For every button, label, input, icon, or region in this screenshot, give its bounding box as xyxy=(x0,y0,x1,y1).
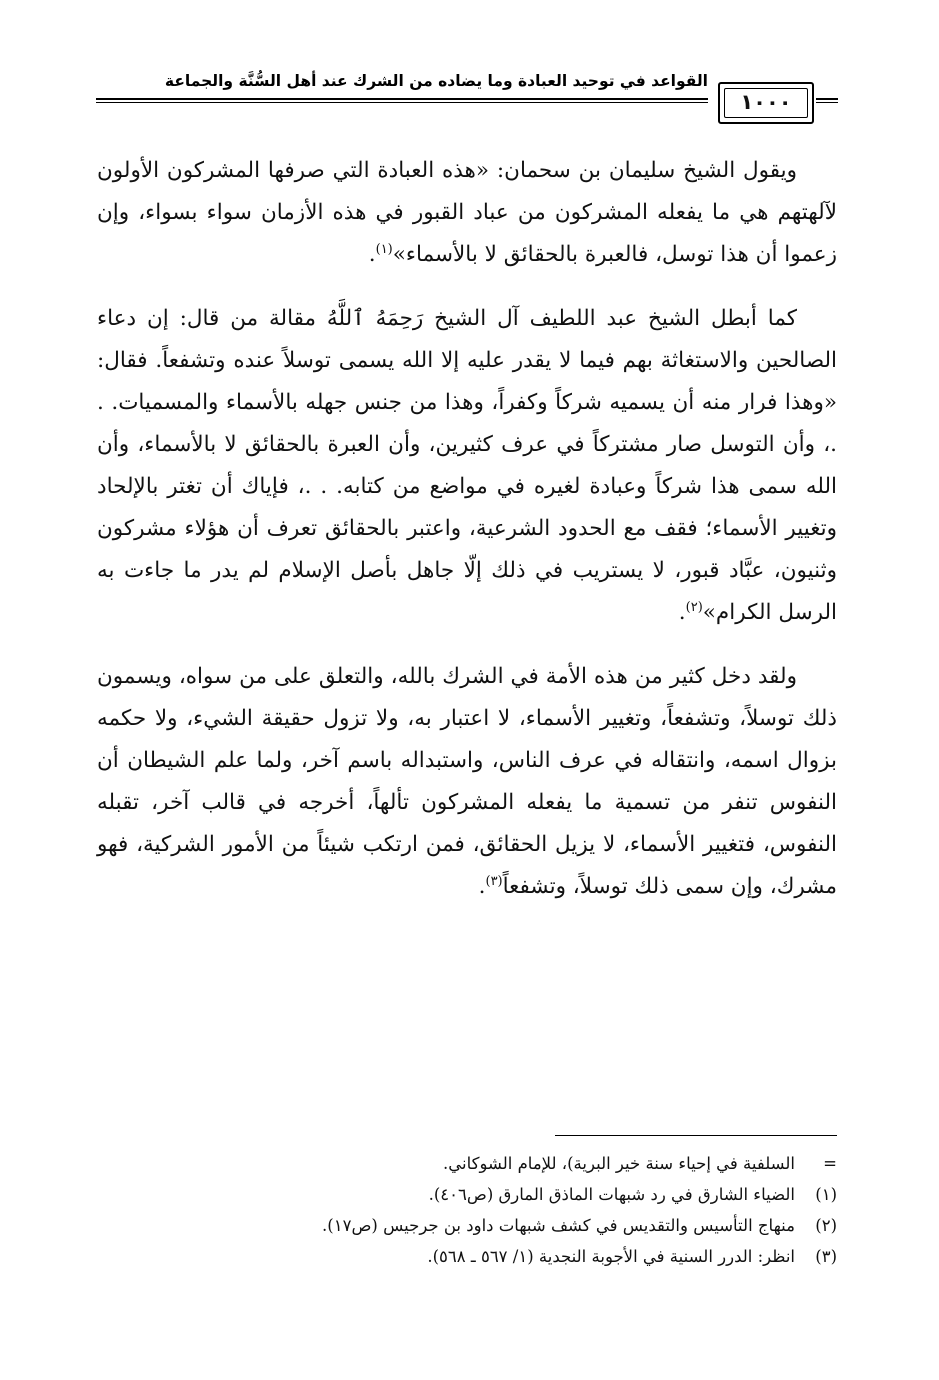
header-rule-thin xyxy=(96,102,708,103)
footnote-text: منهاج التأسيس والتقديس في كشف شبهات داود بن جرجيس (ص١٧). xyxy=(322,1216,795,1235)
paragraph-text: ولقد دخل كثير من هذه الأمة في الشرك بالله، والتعلق على من سواه، ويسمون ذلك توسلاً، وتشفعاً، وتغيير الأسماء، لا اعتبار به، ولا تزول حقيقة الشيء، ولا حكمه بزوال اسمه، وانتقاله في عرف الناس، واستبداله باسم آخر، ولما علم الشيطان أن النفوس تنفر من تسمية ما يفعله المشركون تألهاً، أخرجه في قالب آخر، تقبله النفوس، فتغيير الأسماء، لا يزيل الحقائق، فمن ارتكب شيئاً من الأمور الشركية، فهو مشرك، وإن سمى ذلك توسلاً، وتشفعاً xyxy=(97,664,837,899)
footnote-marker: (٣) xyxy=(815,1247,837,1266)
header-rule-right xyxy=(816,98,838,100)
footnote xyxy=(180,1210,837,1241)
footnote-text: السلفية في إحياء سنة خير البرية)، للإمام الشوكاني. xyxy=(443,1154,795,1173)
paragraph xyxy=(97,298,837,634)
footnote-divider xyxy=(555,1135,837,1136)
paragraph-end: . xyxy=(368,242,376,267)
paragraph-text: ويقول الشيخ سليمان بن سحمان: «هذه العبادة التي صرفها المشركون الأولون لآلهتهم هي ما يفعله المشركون من عباد القبور في هذه الأزمان سواء بسواء، وإن زعموا أن هذا توسل، فالعبرة بالحقائق لا بالأسماء» xyxy=(97,158,837,267)
footnote-marker: (١) xyxy=(815,1185,837,1204)
paragraph xyxy=(97,150,837,276)
header-title: القواعد في توحيد العبادة وما يضاده من الشرك عند أهل السُّنَّة والجماعة xyxy=(164,72,708,90)
paragraph-end: . xyxy=(478,874,486,899)
paragraph-text: كما أبطل الشيخ عبد اللطيف آل الشيخ رَحِمَهُ ٱللَّهُ مقالة من قال: إن دعاء الصالحين والاستغاثة بهم فيما لا يقدر عليه إلا الله يسمى توسلاً عنده وتشفعاً. فقال: «وهذا فرار منه أن يسميه شركاً وكفراً، وهذا من جنس جهله بالأسماء والمسميات. . .، وأن التوسل صار مشتركاً في عرف كثيرين، وأن العبرة بالحقائق لا بالأسماء، وأن الله سمى هذا شركاً وعبادة لغيره في مواضع من كتابه. . .، فإياك أن تغتر بالإلحاد وتغيير الأسماء؛ فقف مع الحدود الشرعية، واعتبر بالحقائق تعرف أن هؤلاء مشركون وثنيون، عبَّاد قبور، لا يستريب في ذلك إلّا جاهل بأصل الإسلام لم يدر ما جاءت به الرسل الكرام» xyxy=(97,306,838,625)
footnote xyxy=(180,1241,837,1272)
footnote xyxy=(180,1179,837,1210)
footnote-ref: (١) xyxy=(375,241,393,257)
header-rule xyxy=(96,98,708,100)
footnotes xyxy=(180,1148,837,1272)
footnote-ref: (٢) xyxy=(685,599,703,615)
footnote-text: الضياء الشارق في رد شبهات الماذق المارق (ص٤٠٦). xyxy=(428,1185,795,1204)
paragraph xyxy=(97,656,837,908)
page-number: ١٠٠٠ xyxy=(740,90,792,114)
header-rule-right-thin xyxy=(816,102,838,103)
footnote-text: انظر: الدرر السنية في الأجوبة النجدية (١/ ٥٦٧ ـ ٥٦٨). xyxy=(427,1247,795,1266)
page-number-frame xyxy=(718,82,814,124)
paragraph-end: . xyxy=(678,600,686,625)
footnote xyxy=(180,1148,837,1179)
footnote-ref: (٣) xyxy=(485,873,503,889)
footnote-marker: (٢) xyxy=(815,1216,837,1235)
main-text xyxy=(97,150,837,930)
footnote-marker: = xyxy=(823,1154,837,1173)
running-header xyxy=(96,70,838,132)
